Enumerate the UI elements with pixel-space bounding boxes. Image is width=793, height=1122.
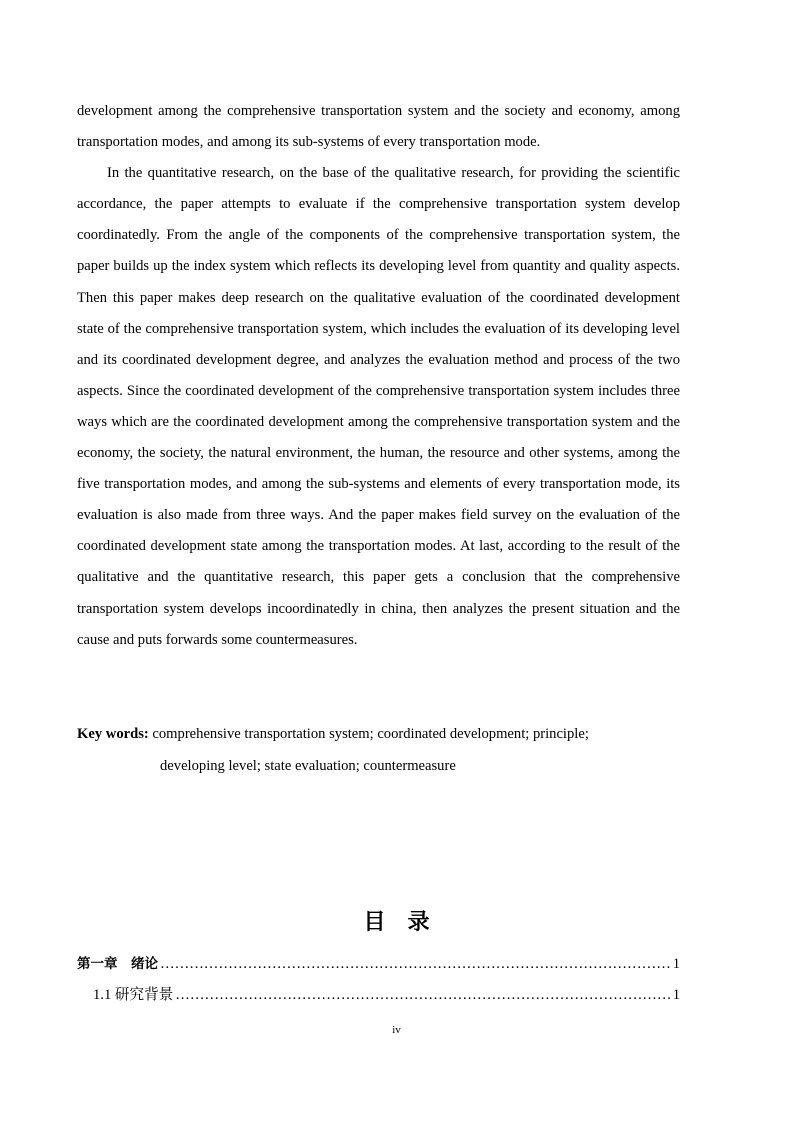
toc-entry-section-1-1[interactable] xyxy=(93,985,680,1005)
keywords-line-1 xyxy=(77,719,680,751)
toc-entry-page: 1 xyxy=(672,987,680,1003)
toc-dot-leader xyxy=(175,985,670,1005)
toc-entry-page: 1 xyxy=(672,956,680,972)
page-number: iv xyxy=(392,1024,401,1036)
keywords-line-2: developing level; state evaluation; countermeasure xyxy=(160,757,456,774)
toc-title: 目录 xyxy=(363,910,452,935)
toc-entry-label: 1.1 研究背景 xyxy=(93,987,174,1003)
keywords-label: Key words: xyxy=(77,726,149,742)
abstract-paragraph-1: development among the comprehensive transportation system and the society and economy, among transportation modes, and among its sub-systems of every transportation mode. xyxy=(77,103,680,151)
keywords-text-1: comprehensive transportation system; coordinated development; principle; xyxy=(148,726,589,742)
toc-entry-label: 第一章 绪论 xyxy=(77,956,158,972)
abstract-body xyxy=(77,96,680,656)
abstract-paragraph-2: In the quantitative research, on the base of the qualitative research, for providing the scientific accordance, the paper attempts to evaluate if the comprehensive transportation system develop coordinatedly. From the angle of the components of the comprehensive transportation system, the paper builds up the index system which reflects its developing level from quantity and quality aspects. Then this paper makes deep research on the qualitative evaluation of the coordinated development state of the comprehensive transportation system, which includes the evaluation of its developing level and its coordinated development degree, and analyzes the evaluation method and process of the two aspects. Since the coordinated development of the comprehensive transportation system includes three ways which are the coordinated development among the comprehensive transportation system and the economy, the society, the natural environment, the human, the resource and other systems, among the five transportation modes, and among the sub-systems and elements of every transportation mode, its evaluation is also made from three ways. And the paper makes field survey on the evaluation of the coordinated development state among the transportation modes. At last, according to the result of the qualitative and the quantitative research, this paper gets a conclusion that the comprehensive transportation system develops incoordinatedly in china, then analyzes the present situation and the cause and puts forwards some countermeasures. xyxy=(77,165,680,648)
toc-entry-chapter-1[interactable] xyxy=(77,954,680,974)
toc-dot-leader xyxy=(160,954,671,974)
keywords-section xyxy=(77,719,680,782)
